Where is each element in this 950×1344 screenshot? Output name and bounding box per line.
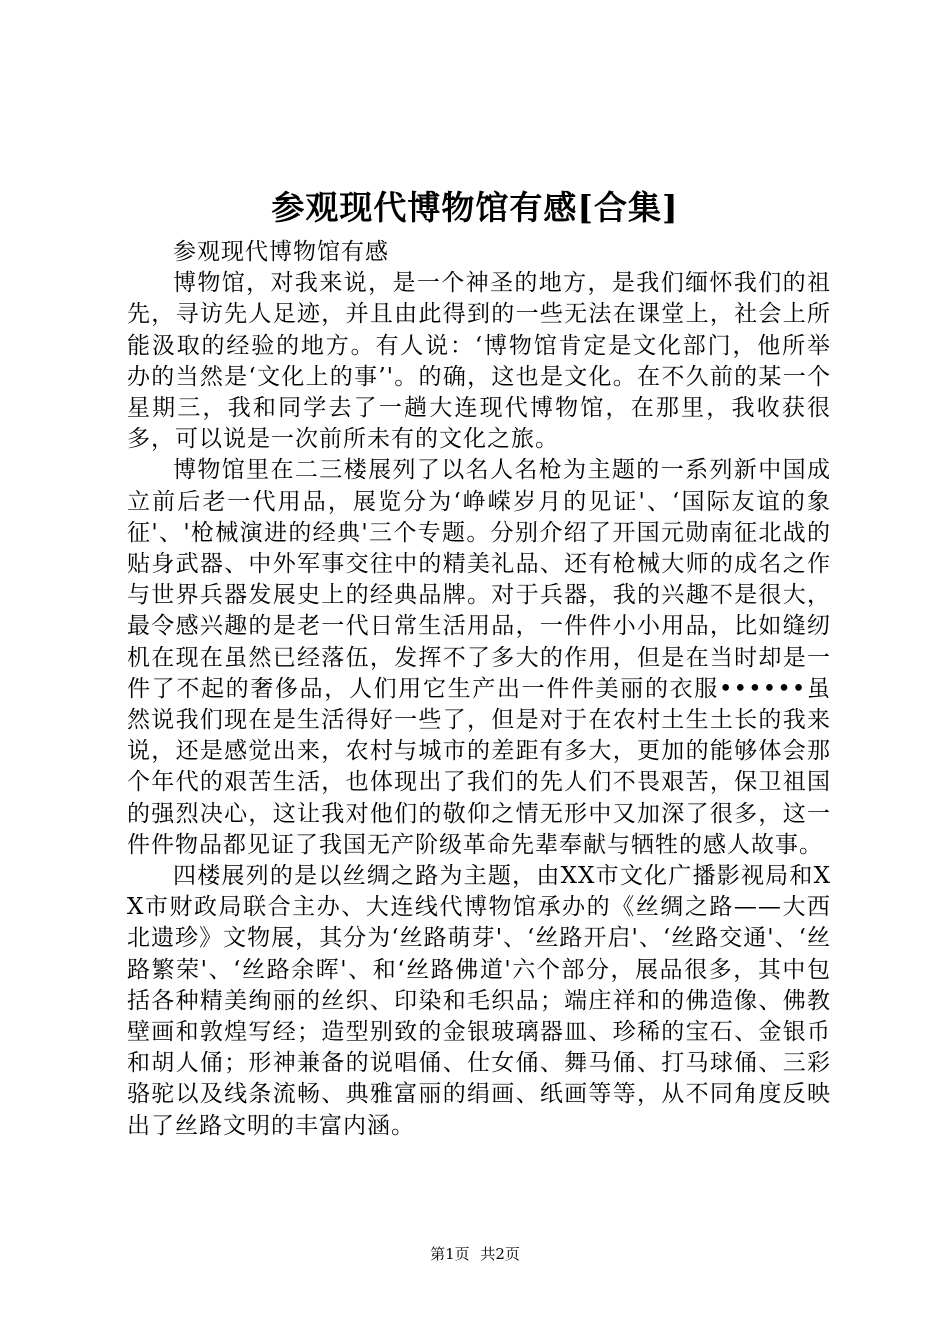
page-total: 共2页 (480, 1245, 520, 1263)
body-paragraph: 博物馆里在二三楼展列了以名人名枪为主题的一系列新中国成立前后老一代用品，展览分为‘峥嵘岁月的见证'、‘国际友谊的象征'、'枪械演进的经典'三个专题。分别介绍了开国元勋南征北战的贴身武器、中外军事交往中的精美礼品、还有枪械大师的成名之作与世界兵器发展史上的经典品牌。对于兵器，我的兴趣不是很大，最令感兴趣的是老一代日常生活用品，一件件小小用品，比如缝纫机在现在虽然已经落伍，发挥不了多大的作用，但是在当时却是一件了不起的奢侈品，人们用它生产出一件件美丽的衣服••••••虽然说我们现在是生活得好一些了，但是对于在农村土生土长的我来说，还是感觉出来，农村与城市的差距有多大，更加的能够体会那个年代的艰苦生活，也体现出了我们的先人们不畏艰苦，保卫祖国的强烈决心，这让我对他们的敬仰之情无形中又加深了很多，这一件件物品都见证了我国无产阶级革命先辈奉献与牺牲的感人故事。 (127, 457, 831, 858)
page-number: 第1页 (430, 1245, 470, 1263)
body-paragraph: 四楼展列的是以丝绸之路为主题，由XX市文化广播影视局和XX市财政局联合主办、大连线代博物馆承办的《丝绸之路——大西北遗珍》文物展，其分为‘丝路萌芽'、‘丝路开启'、‘丝路交通'、‘丝路繁荣'、‘丝路余晖'、和‘丝路佛道'六个部分，展品很多，其中包括各种精美绚丽的丝织、印染和毛织品；端庄祥和的佛造像、佛教壁画和敦煌写经；造型别致的金银玻璃器皿、珍稀的宝石、金银币和胡人俑；形神兼备的说唱俑、仕女俑、舞马俑、打马球俑、三彩骆驼以及线条流畅、典雅富丽的绢画、纸画等等，从不同角度反映出了丝路文明的丰富内涵。 (127, 863, 831, 1139)
document-body (127, 237, 831, 1142)
page-footer (0, 1243, 950, 1265)
body-paragraph: 博物馆，对我来说，是一个神圣的地方，是我们缅怀我们的祖先，寻访先人足迹，并且由此得到的一些无法在课堂上，社会上所能汲取的经验的地方。有人说：‘博物馆肯定是文化部门，他所举办的当然是‘文化上的事’'。的确，这也是文化。在不久前的某一个星期三，我和同学去了一趟大连现代博物馆，在那里，我收获很多，可以说是一次前所未有的文化之旅。 (127, 270, 831, 453)
document-title: 参观现代博物馆有感[合集] (271, 188, 679, 227)
subtitle-paragraph: 参观现代博物馆有感 (173, 239, 389, 265)
